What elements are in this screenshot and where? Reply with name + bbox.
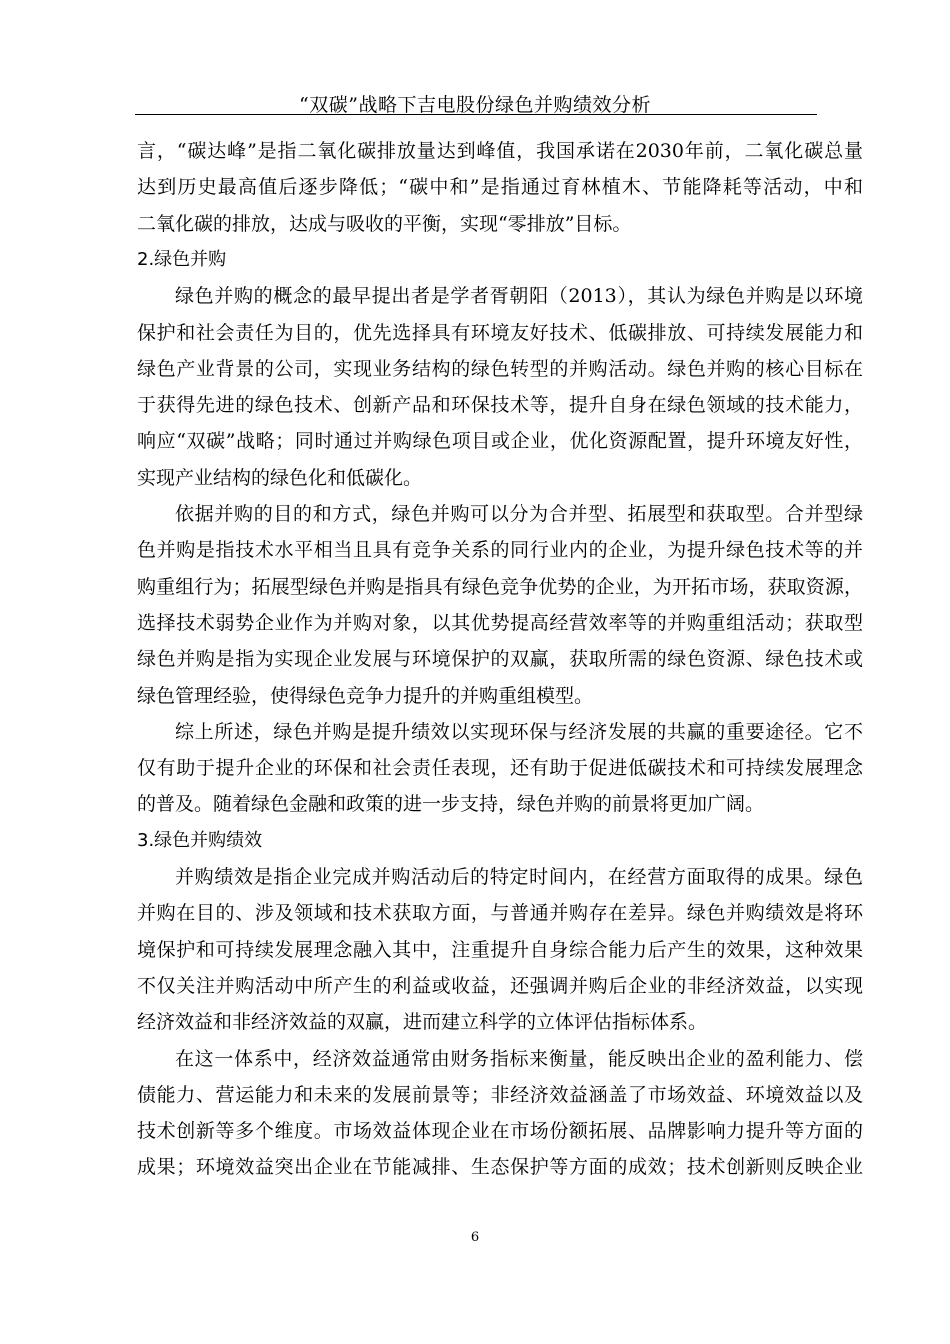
body-text-line: 保护和社会责任为目的，优先选择具有环境友好技术、低碳排放、可持续发展能力和 [137, 321, 863, 344]
body-text-line: 依据并购的目的和方式，绿色并购可以分为合并型、拓展型和获取型。合并型绿 [175, 503, 863, 525]
body-text-line: 并购绩效是指企业完成并购活动后的特定时间内，在经营方面取得的成果。绿色 [175, 866, 863, 888]
body-text-line: 在这一体系中，经济效益通常由财务指标来衡量，能反映出企业的盈利能力、偿 [175, 1047, 863, 1070]
header-rule [135, 114, 817, 115]
page-number: 6 [470, 1230, 480, 1245]
body-text-line: 并购在目的、涉及领域和技术获取方面，与普通并购存在差异。绿色并购绩效是将环 [137, 902, 863, 925]
body-text-line: 于获得先进的绿色技术、创新产品和环保技术等，提升自身在绿色领域的技术能力， [137, 394, 863, 417]
body-text-line: 境保护和可持续发展理念融入其中，注重提升自身综合能力后产生的效果，这种效果 [137, 938, 863, 961]
running-header-title: “双碳”战略下吉电股份绿色并购绩效分析 [299, 94, 651, 116]
body-text-line: 综上所述，绿色并购是提升绩效以实现环保与经济发展的共赢的重要途径。它不 [175, 720, 863, 743]
body-text-line: 不仅关注并购活动中所产生的利益或收益，还强调并购后企业的非经济效益，以实现 [137, 974, 863, 997]
body-text-line: 技术创新等多个维度。市场效益体现企业在市场份额拓展、品牌影响力提升等方面的 [137, 1120, 863, 1143]
body-text-line: 债能力、营运能力和未来的发展前景等；非经济效益涵盖了市场效益、环境效益以及 [137, 1083, 863, 1106]
section-heading: 3.绿色并购绩效 [137, 829, 263, 851]
body-text-line: 达到历史最高值后逐步降低；“碳中和”是指通过育林植木、节能降耗等活动，中和 [137, 176, 863, 199]
body-text-line: 言，“碳达峰”是指二氧化碳排放量达到峰值，我国承诺在2030年前，二氧化碳总量 [137, 140, 863, 162]
body-text-line: 响应“双碳”战略；同时通过并购绿色项目或企业，优化资源配置，提升环境友好性， [137, 430, 863, 453]
body-text-line: 经济效益和非经济效益的双赢，进而建立科学的立体评估指标体系。 [137, 1011, 708, 1034]
section-heading: 2.绿色并购 [137, 248, 227, 270]
body-text-line: 实现产业结构的绿色化和低碳化。 [137, 466, 423, 489]
body-text-line: 的普及。随着绿色金融和政策的进一步支持，绿色并购的前景将更加广阔。 [137, 793, 765, 816]
body-text-line: 绿色管理经验，使得绿色竞争力提升的并购重组模型。 [137, 684, 594, 707]
body-text-line: 成果；环境效益突出企业在节能减排、生态保护等方面的成效；技术创新则反映企业 [137, 1156, 863, 1179]
body-text-line: 色并购是指技术水平相当且具有竞争关系的同行业内的企业，为提升绿色技术等的并 [137, 539, 863, 562]
body-text-line: 仅有助于提升企业的环保和社会责任表现，还有助于促进低碳技术和可持续发展理念 [137, 757, 863, 780]
body-text-line: 绿色产业背景的公司，实现业务结构的绿色转型的并购活动。绿色并购的核心目标在 [137, 357, 863, 380]
body-text-line: 选择技术弱势企业作为并购对象，以其优势提高经营效率等的并购重组活动；获取型 [137, 611, 863, 634]
body-text-line: 购重组行为；拓展型绿色并购是指具有绿色竞争优势的企业，为开拓市场，获取资源， [137, 575, 863, 598]
body-text-line: 二氧化碳的排放，达成与吸收的平衡，实现“零排放”目标。 [137, 212, 632, 235]
body-text-line: 绿色并购的概念的最早提出者是学者胥朝阳（2013），其认为绿色并购是以环境 [175, 285, 863, 308]
body-text-line: 绿色并购是指为实现企业发展与环境保护的双赢，获取所需的绿色资源、绿色技术或 [137, 648, 863, 671]
